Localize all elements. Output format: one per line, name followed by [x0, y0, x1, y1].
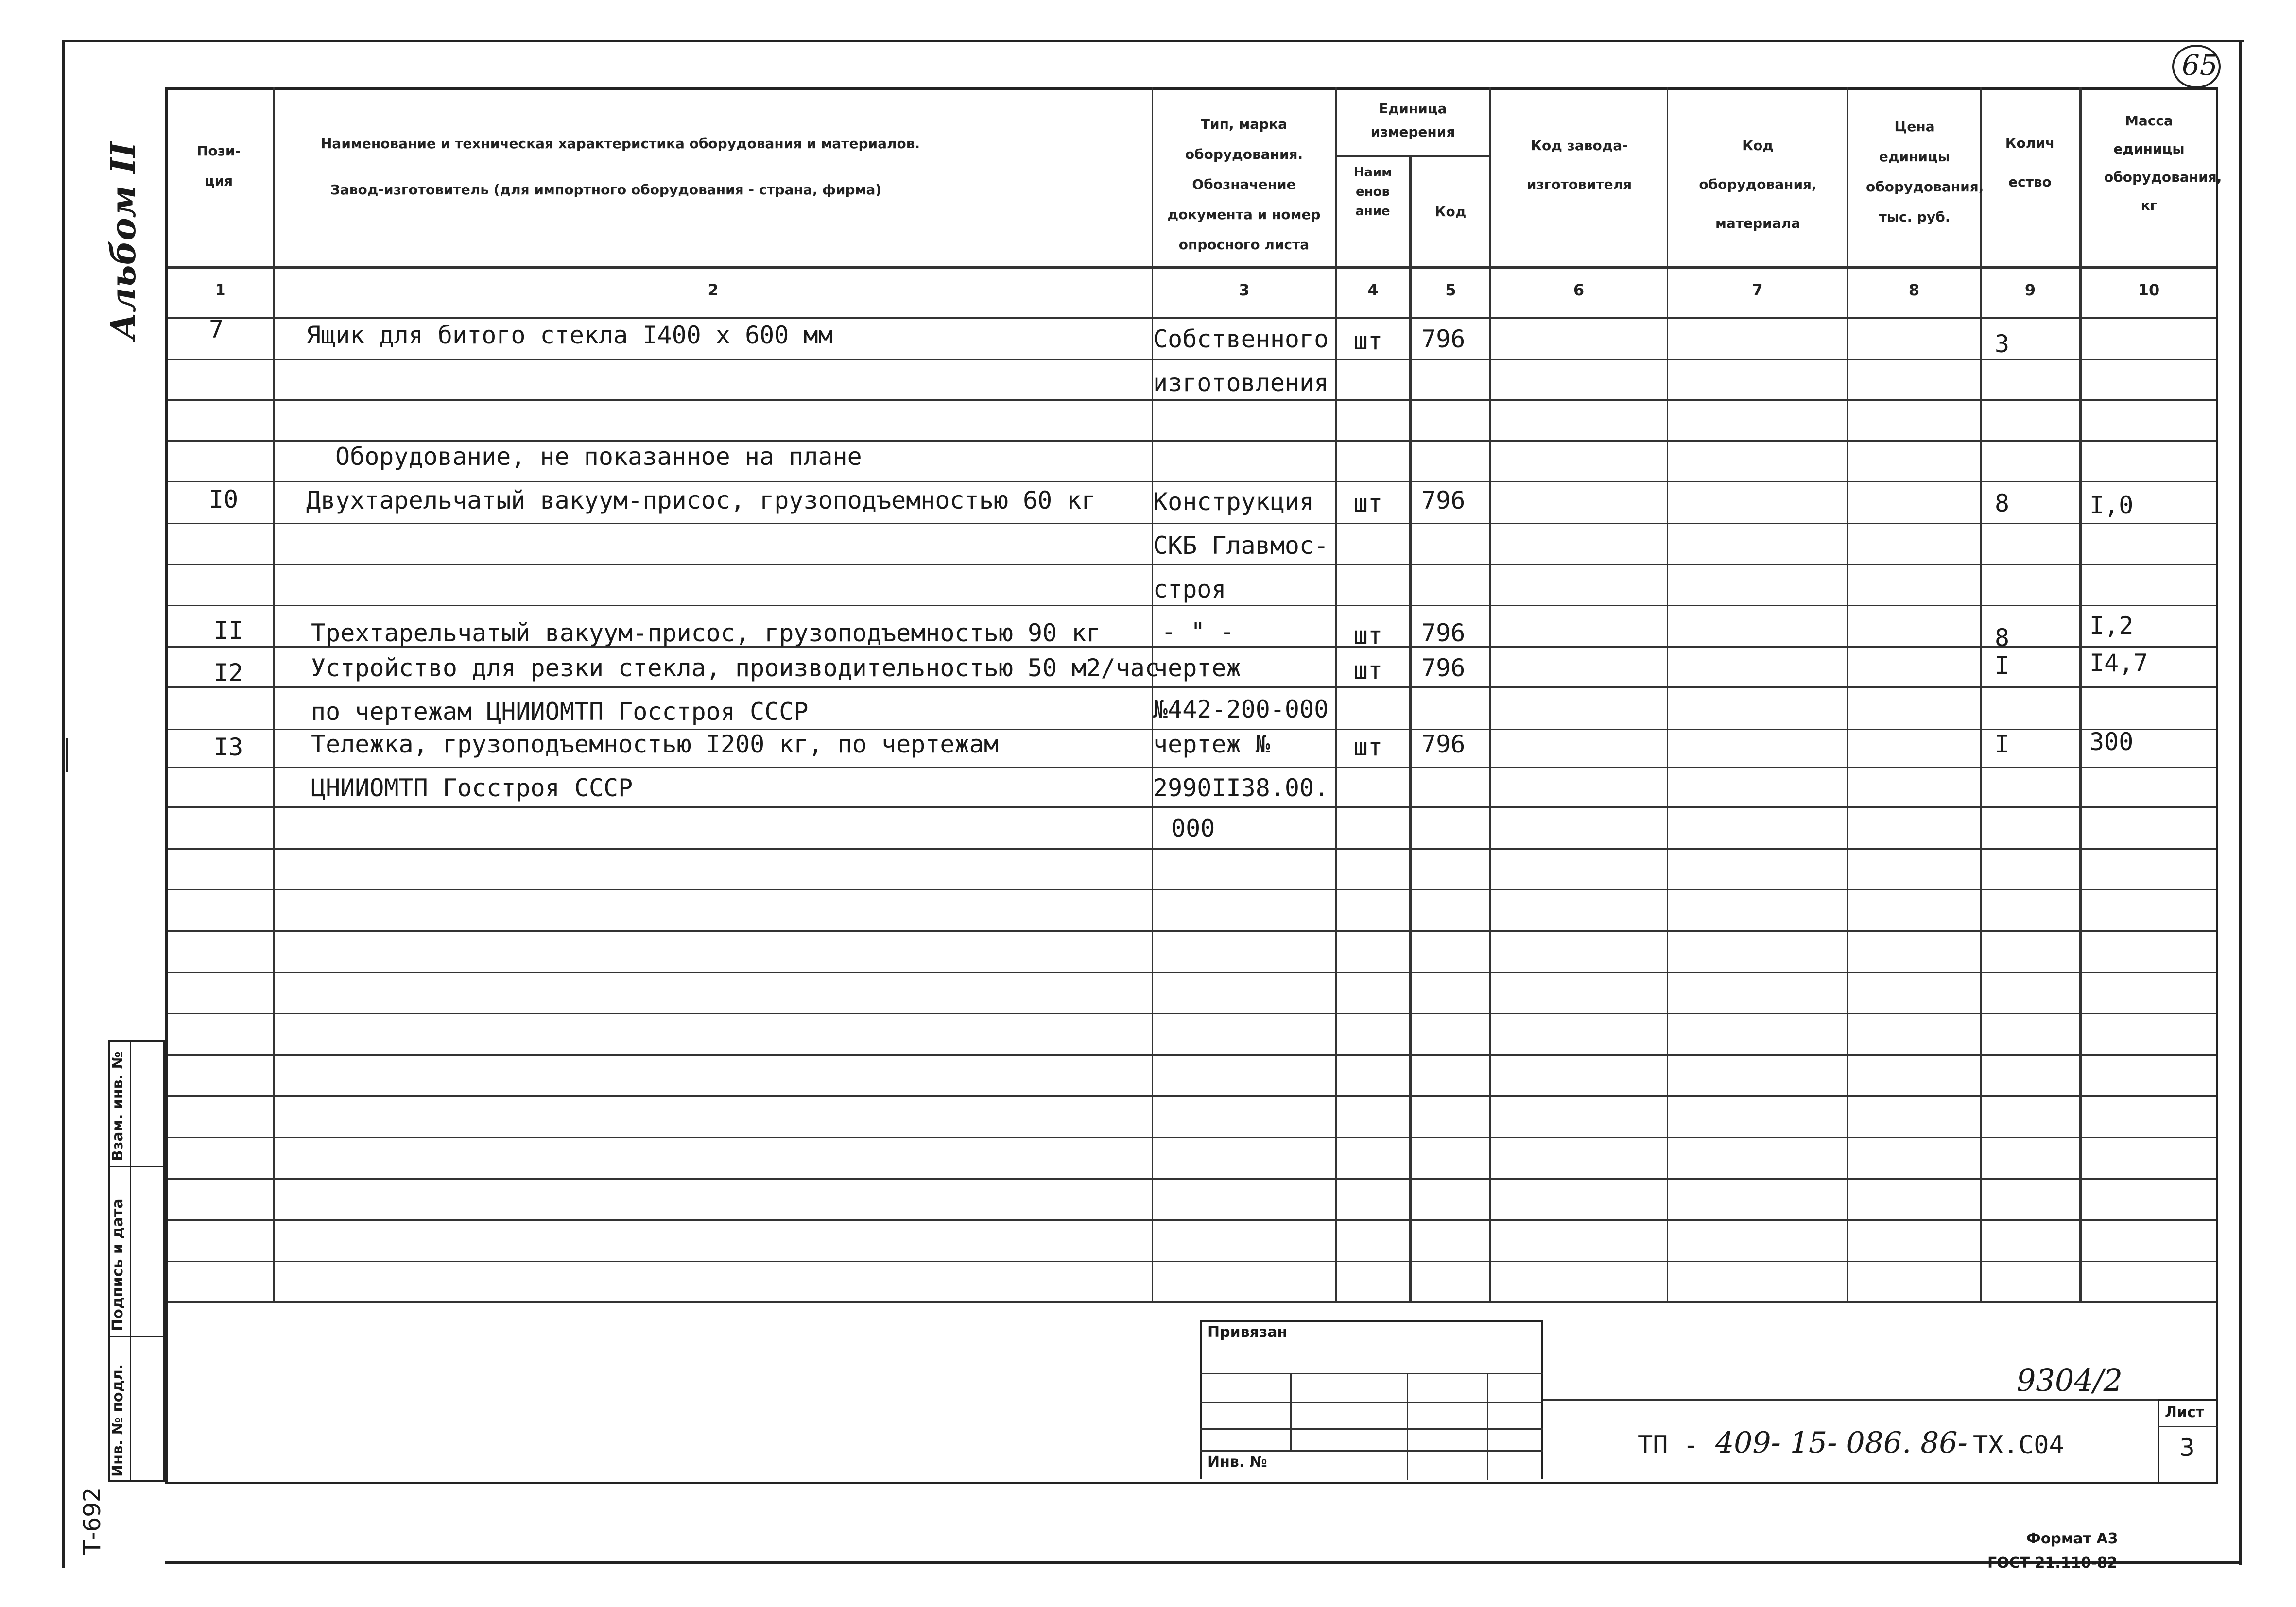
header-type: Тип, марка оборудования. Обозначение документа и номер опросного листа — [1167, 116, 1321, 253]
row-4-qty: 8 — [1995, 489, 2010, 517]
header-name-line1: Наименование и техническая характеристика оборудования и материалов. — [321, 136, 920, 152]
colnum-7: 7 — [1752, 281, 1763, 299]
doc-code-suffix: ТХ.С04 — [1973, 1431, 2064, 1460]
row-10-doc: чертеж № — [1153, 730, 1270, 758]
row-line — [168, 1137, 2216, 1138]
row-line — [168, 481, 2216, 482]
row-line — [168, 440, 2216, 442]
side-stamp-inv-podl: Инв. № подл. — [109, 1364, 126, 1477]
header-quantity: Количество — [2005, 135, 2055, 190]
row-line — [168, 1013, 2216, 1014]
side-tick — [66, 738, 68, 772]
row-7-unit: шт — [1353, 621, 1383, 650]
row-0-doc: Собственного — [1153, 325, 1329, 353]
row-line — [168, 523, 2216, 524]
row-12-doc: 000 — [1171, 814, 1215, 842]
row-8-code: 796 — [1421, 654, 1466, 682]
row-4-mass: I,0 — [2089, 491, 2134, 519]
page-number: 65 — [2182, 49, 2218, 82]
header-unit-name: Наименование — [1353, 165, 1392, 219]
side-stamp-vzam-inv: Взам. инв. № — [109, 1051, 126, 1161]
row-line — [168, 399, 2216, 401]
row-4-doc: Конструкция — [1153, 488, 1314, 516]
row-10-unit: шт — [1353, 733, 1383, 761]
row-9-doc: №442-200-000 — [1153, 695, 1329, 723]
row-8-mass: I4,7 — [2089, 649, 2148, 677]
row-8-unit: шт — [1353, 656, 1383, 684]
section-title: Оборудование, не показанное на плане — [335, 443, 862, 471]
row-10-pos: I3 — [214, 733, 243, 761]
row-9-name: по чертежам ЦНИИОМТП Госстроя СССР — [311, 698, 809, 726]
row-0-qty: 3 — [1995, 330, 2010, 358]
row-line — [168, 564, 2216, 565]
colnum-5: 5 — [1445, 281, 1456, 299]
colnum-6: 6 — [1573, 281, 1585, 299]
outer-frame-bottom — [165, 1561, 2242, 1564]
colnum-9: 9 — [2024, 281, 2036, 299]
list-label: Лист — [2165, 1404, 2205, 1421]
privyazan-label: Привязан — [1208, 1324, 1288, 1341]
row-line — [168, 1261, 2216, 1262]
row-4-unit: шт — [1353, 489, 1383, 517]
gost-label: ГОСТ 21.110-82 — [1987, 1555, 2118, 1572]
row-0-unit: шт — [1353, 327, 1383, 355]
header-equipment-code: Код оборудования, материала — [1699, 137, 1817, 231]
header-name-line2: Завод-изготовитель (для импортного оборудования - страна, фирма) — [330, 182, 882, 198]
row-line — [168, 605, 2216, 606]
colnum-3: 3 — [1239, 281, 1250, 299]
colnum-1: 1 — [215, 281, 226, 299]
header-position: Пози-ция — [196, 143, 241, 189]
row-8-qty: I — [1995, 651, 2010, 680]
row-line — [168, 686, 2216, 688]
row-line — [168, 1095, 2216, 1097]
row-line — [168, 1219, 2216, 1221]
row-6-doc: строя — [1153, 575, 1226, 603]
row-1-doc: изготовления — [1153, 369, 1329, 397]
row-0-code: 796 — [1421, 325, 1466, 353]
doc-code-prefix: ТП - — [1638, 1431, 1699, 1460]
row-line — [168, 359, 2216, 360]
row-line — [168, 767, 2216, 768]
row-line — [168, 806, 2216, 808]
row-0-name: Ящик для битого стекла I400 x 600 мм — [306, 321, 833, 349]
row-line — [168, 930, 2216, 932]
row-4-code: 796 — [1421, 486, 1466, 514]
row-7-code: 796 — [1421, 619, 1466, 647]
row-11-doc: 2990II38.00. — [1153, 774, 1329, 802]
row-line — [168, 1178, 2216, 1180]
header-price: Цена единицы оборудования, тыс. руб. — [1866, 119, 1984, 225]
row-10-name: Тележка, грузоподъемностью I200 кг, по чертежам — [311, 730, 999, 758]
colnum-4: 4 — [1367, 281, 1379, 299]
row-line — [168, 889, 2216, 890]
row-0-pos: 7 — [209, 315, 224, 343]
row-4-name: Двухтарельчатый вакуум-присос, грузоподъемностью 60 кг — [306, 486, 1096, 514]
row-7-doc: - " - — [1161, 617, 1235, 646]
row-7-name: Трехтарельчатый вакуум-присос, грузоподъемностью 90 кг — [311, 619, 1101, 647]
row-11-name: ЦНИИОМТП Госстроя СССР — [311, 774, 633, 802]
outer-frame-right — [2239, 40, 2242, 1565]
colnum-2: 2 — [708, 281, 719, 299]
header-unit: Единица измерения — [1370, 101, 1455, 140]
row-10-mass: 300 — [2089, 728, 2134, 756]
list-number: 3 — [2179, 1434, 2195, 1462]
header-mass: Масса единицы оборудования, кг — [2104, 113, 2222, 213]
album-label: Альбом II — [103, 141, 143, 340]
row-7-mass: I,2 — [2089, 612, 2134, 640]
row-8-name: Устройство для резки стекла, производительностью 50 м2/час — [311, 654, 1159, 682]
row-line — [168, 972, 2216, 973]
side-stamp-podpis-data: Подпись и дата — [109, 1198, 126, 1331]
row-10-qty: I — [1995, 730, 2010, 758]
row-line — [168, 848, 2216, 850]
colnum-10: 10 — [2138, 281, 2160, 299]
handwritten-number: 9304/2 — [2017, 1363, 2123, 1398]
colnum-8: 8 — [1908, 281, 1920, 299]
row-5-doc: СКБ Главмос- — [1153, 531, 1329, 560]
row-line — [168, 1054, 2216, 1056]
row-7-qty: 8 — [1995, 624, 2010, 652]
format-label: Формат А3 — [2026, 1530, 2118, 1547]
row-7-pos: II — [214, 616, 243, 645]
header-factory-code: Код завода-изготовителя — [1526, 137, 1632, 192]
row-8-pos: I2 — [214, 659, 243, 687]
side-code: Т-692 — [79, 1487, 106, 1555]
doc-code-handwritten: 409- 15- 086. 86- — [1715, 1426, 1968, 1460]
row-10-code: 796 — [1421, 730, 1466, 758]
inv-no-label: Инв. № — [1208, 1453, 1267, 1470]
row-4-pos: I0 — [209, 485, 239, 513]
header-unit-code: Код — [1434, 204, 1467, 220]
row-8-doc: чертеж — [1153, 654, 1241, 682]
